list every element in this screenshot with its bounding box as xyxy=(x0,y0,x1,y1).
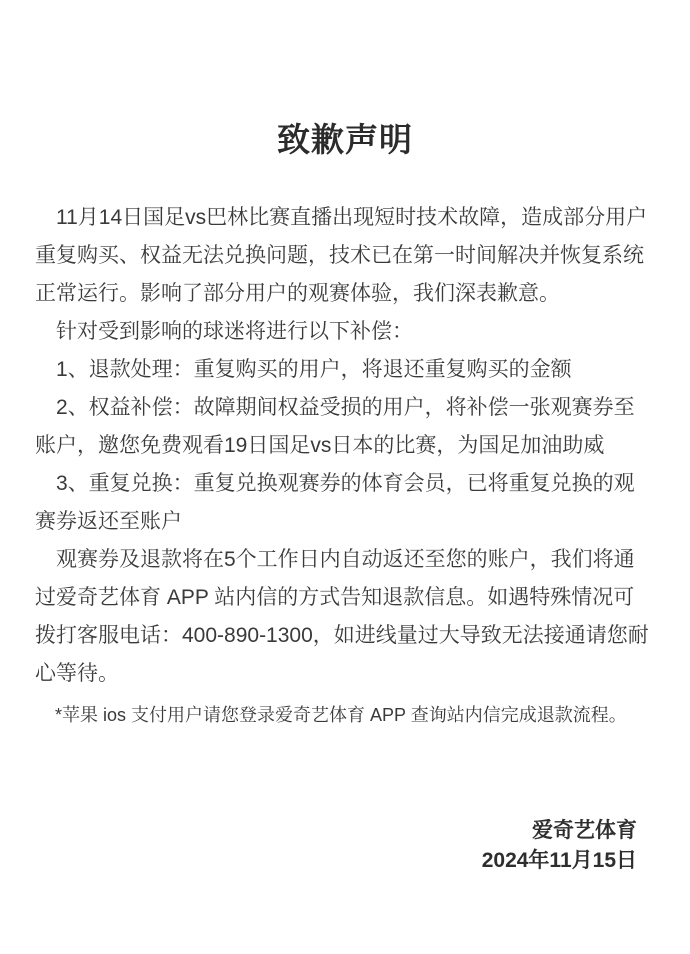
footnote-apple-ios-payment: *苹果 ios 支付用户请您登录爱奇艺体育 APP 查询站内信完成退款流程。 xyxy=(55,705,627,725)
paragraph-incident-description: 11月14日国足vs巴林比赛直播出现短时技术故障，造成部分用户重复购买、权益无法兑换问题，技术已在第一时间解决并恢复系统正常运行。影响了部分用户的观赛体验，我们深表歉意。 xyxy=(35,206,648,305)
notice-title: 致歉声明 xyxy=(277,121,413,158)
paragraph-item-1-refund: 1、退款处理：重复购买的用户，将退还重复购买的金额 xyxy=(56,358,572,381)
notice-body xyxy=(35,199,655,734)
signature-block xyxy=(0,816,637,876)
paragraph-refund-timeline-and-hotline: 观赛券及退款将在5个工作日内自动返还至您的账户，我们将通过爱奇艺体育 APP 站内信的方式告知退款信息。如遇特殊情况可拨打客服电话：400-890-1300，如进线量过大导致无法接通请您耐心等待。 xyxy=(35,548,649,685)
paragraph-compensation-intro: 针对受到影响的球迷将进行以下补偿： xyxy=(56,320,413,343)
signature-date: 2024年11月15日 xyxy=(481,849,637,872)
paragraph-item-3-duplicate-redemption: 3、重复兑换：重复兑换观赛券的体育会员，已将重复兑换的观赛券返还至账户 xyxy=(35,472,635,533)
signature-company-name: 爱奇艺体育 xyxy=(532,819,637,842)
paragraph-item-2-benefit-compensation: 2、权益补偿：故障期间权益受损的用户，将补偿一张观赛券至账户，邀您免费观看19日国足vs日本的比赛，为国足加油助威 xyxy=(35,396,635,457)
